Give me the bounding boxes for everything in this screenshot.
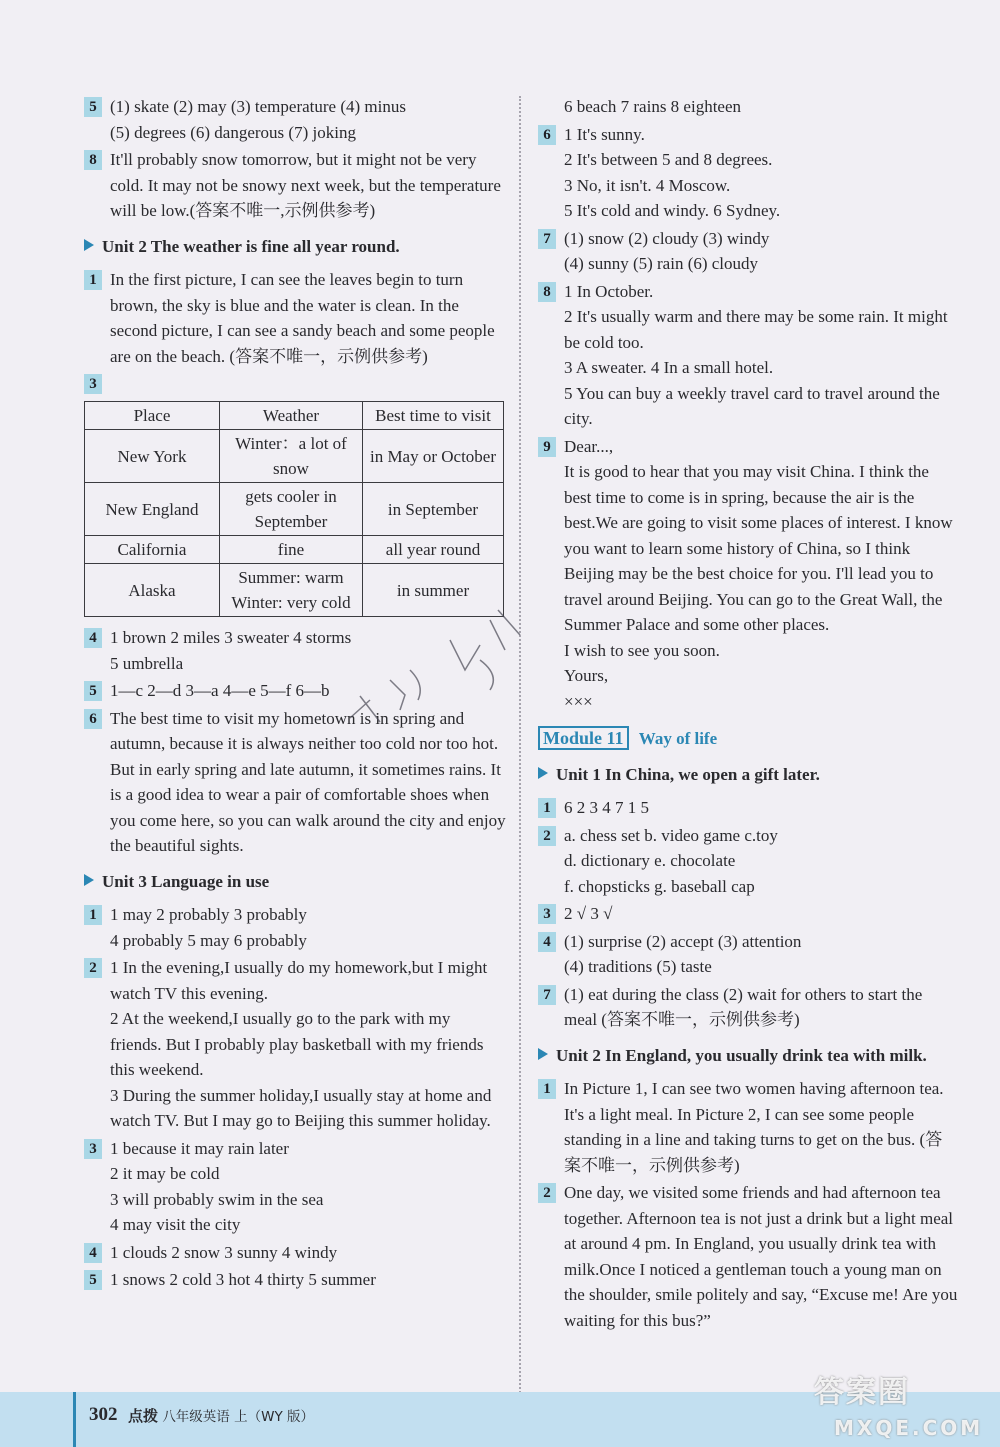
- question-number: 4: [84, 1243, 102, 1263]
- answer-line: 1 In the evening,I usually do my homework,but I might watch TV this evening.: [110, 958, 488, 1003]
- answer-line: 1 It's sunny.: [564, 124, 645, 144]
- question-number: 2: [84, 958, 102, 978]
- book-title: [128, 1404, 314, 1431]
- answer-line: 6 2 3 4 7 1 5: [564, 798, 649, 817]
- answer-line: 1 because it may rain later: [110, 1138, 289, 1158]
- question-item: [538, 929, 958, 980]
- answer-line: 1 clouds 2 snow 3 sunny 4 windy: [110, 1242, 338, 1262]
- question-number: 8: [538, 282, 556, 302]
- left-section-1: [84, 94, 506, 224]
- answer-line: 4 probably 5 may 6 probably: [110, 930, 307, 950]
- question-number: 6: [84, 709, 102, 729]
- page-number: 302: [89, 1404, 118, 1425]
- question-number: 9: [538, 437, 556, 457]
- answer-line: (1) eat during the class (2) wait for others to start the meal (答案不唯一，示例供参考): [564, 984, 923, 1029]
- answer-line: (5) degrees (6) dangerous (7) joking: [110, 122, 356, 142]
- question-item: [538, 1076, 958, 1178]
- question-number: 5: [84, 1270, 102, 1290]
- question-item: [538, 122, 958, 224]
- triangle-icon: [538, 1048, 548, 1060]
- answer-line: (1) surprise (2) accept (3) attention: [564, 931, 802, 951]
- unit-title: Unit 2 In England, you usually drink tea with milk.: [556, 1045, 927, 1065]
- question-number: 6: [538, 125, 556, 145]
- question-item: [84, 1240, 506, 1266]
- answer-line: 2 it may be cold: [110, 1164, 220, 1183]
- unit-title: Unit 3 Language in use: [102, 871, 270, 891]
- question-number: 4: [538, 932, 556, 952]
- answer-line: d. dictionary e. chocolate: [564, 851, 736, 870]
- unit-heading: [84, 869, 506, 895]
- answer-line: Dear...,: [564, 436, 614, 456]
- question-number: 7: [538, 229, 556, 249]
- answer-line: In Picture 1, I can see two women having afternoon tea. It's a light meal. In Picture 2, I can see some people standing in a line and taking turns to get on the bus. (答案不唯一，示例供参考): [564, 1079, 944, 1175]
- module-title: Way of life: [638, 729, 718, 748]
- handwriting-scribble: [330, 600, 530, 740]
- question-number: 2: [538, 1183, 556, 1203]
- answer-line: a. chess set b. video game c.toy: [564, 825, 778, 845]
- table-cell: Alaska: [85, 564, 220, 617]
- answer-line: 2 It's usually warm and there may be some rain. It might be cold too.: [564, 307, 948, 352]
- table-cell: all year round: [363, 536, 504, 564]
- question-number: 5: [84, 97, 102, 117]
- question-number: 1: [84, 270, 102, 290]
- table-cell: Winter：a lot of snow: [220, 430, 363, 483]
- question-number: 3: [538, 904, 556, 924]
- answer-line: 5 You can buy a weekly travel card to travel around the city.: [564, 383, 940, 428]
- unit-title: Unit 1 In China, we open a gift later.: [556, 764, 820, 784]
- module-heading: [538, 726, 958, 752]
- answer-line: It is good to hear that you may visit China. I think the best time to come is in spring, because the air is the best.We are going to visit some places of interest. I know you want to learn some history of China, so I think Beijing may be the best choice for you. I'll lead you to travel around Beijing. You can go to the Great Wall, the Summer Palace and some other places.: [564, 462, 953, 634]
- question-item: [84, 371, 506, 397]
- answer-line: (4) traditions (5) taste: [564, 957, 712, 976]
- table-row: [85, 483, 504, 536]
- question-item: [84, 267, 506, 369]
- left-section-3: [84, 902, 506, 1293]
- answer-line: 6 beach 7 rains 8 eighteen: [564, 97, 742, 116]
- answer-line: 5 umbrella: [110, 653, 184, 673]
- table-header-cell: Place: [85, 402, 220, 430]
- question-item: [84, 1267, 506, 1293]
- answer-text: In the first picture, I can see the leaves begin to turn brown, the sky is blue and the water is clean. In the second picture, I can see a sandy beach and some people are on the beach. (答案不唯一，示例供参考): [110, 270, 495, 366]
- question-number: 7: [538, 985, 556, 1005]
- table-cell: in May or October: [363, 430, 504, 483]
- question-item: [538, 94, 958, 120]
- answer-line: 2 It's between 5 and 8 degrees.: [564, 150, 773, 169]
- unit-heading: [538, 762, 958, 788]
- table-cell: New York: [85, 430, 220, 483]
- answer-line: 3 No, it isn't. 4 Moscow.: [564, 175, 731, 195]
- brand-logo: 点拨: [128, 1407, 159, 1425]
- footer-accent-bar: [73, 1392, 76, 1447]
- answer-line: 1 In October.: [564, 281, 654, 301]
- question-item: [538, 982, 958, 1033]
- column-divider: [519, 96, 521, 1396]
- question-number: 1: [84, 905, 102, 925]
- unit-heading: [84, 234, 506, 260]
- question-item: [538, 279, 958, 432]
- question-item: [538, 901, 958, 927]
- question-item: [84, 94, 506, 145]
- table-header-cell: Best time to visit: [363, 402, 504, 430]
- question-number: 4: [84, 628, 102, 648]
- question-item: [84, 147, 506, 224]
- right-section-2: [538, 795, 958, 1033]
- unit-title: Unit 2 The weather is fine all year round.: [102, 236, 400, 256]
- question-item: [538, 434, 958, 715]
- right-section-1: [538, 122, 958, 715]
- table-cell: gets cooler in September: [220, 483, 363, 536]
- question-item: [84, 955, 506, 1134]
- answer-line: 1 may 2 probably 3 probably: [110, 905, 307, 924]
- answer-line: 1 snows 2 cold 3 hot 4 thirty 5 summer: [110, 1270, 376, 1289]
- watermark-url: MXQE.COM: [834, 1416, 984, 1440]
- table-row: [85, 430, 504, 483]
- question-item: [84, 902, 506, 953]
- answer-line: (4) sunny (5) rain (6) cloudy: [564, 254, 759, 273]
- triangle-icon: [84, 239, 94, 251]
- triangle-icon: [538, 767, 548, 779]
- watermark: [814, 1375, 984, 1444]
- question-number: 3: [84, 374, 102, 394]
- module-label: Module 11: [538, 726, 629, 750]
- table-row: [85, 536, 504, 564]
- book-title-text: 八年级英语 上（WY 版）: [162, 1409, 314, 1425]
- answer-line: f. chopsticks g. baseball cap: [564, 876, 755, 896]
- answer-line: 1 brown 2 miles 3 sweater 4 storms: [110, 628, 352, 647]
- answer-line: It'll probably snow tomorrow, but it might not be very cold. It may not be snowy next week, but the temperature will be low.(答案不唯一,示例供参考): [110, 150, 501, 220]
- answer-line: I wish to see you soon.: [564, 640, 720, 660]
- question-item: [84, 1136, 506, 1238]
- table-header-cell: Weather: [220, 402, 363, 430]
- answer-line: Yours,: [564, 666, 609, 685]
- question-number: 2: [538, 826, 556, 846]
- right-column: [538, 94, 958, 1335]
- answer-line: 2 At the weekend,I usually go to the park with my friends. But I probably play basketball with my friends this weekend.: [110, 1009, 484, 1079]
- question-item: [538, 795, 958, 821]
- table-cell: Summer: warm Winter: very cold: [220, 564, 363, 617]
- weather-table: [84, 401, 504, 617]
- question-number: 1: [538, 798, 556, 818]
- answer-line: (1) skate (2) may (3) temperature (4) minus: [110, 97, 406, 116]
- answer-line: 3 will probably swim in the sea: [110, 1189, 324, 1209]
- table-cell: fine: [220, 536, 363, 564]
- answer-line: 1—c 2—d 3—a 4—e 5—f 6—b: [110, 681, 330, 700]
- question-number: 1: [538, 1079, 556, 1099]
- unit-heading: [538, 1043, 958, 1069]
- question-item: [538, 1180, 958, 1333]
- question-item: [538, 226, 958, 277]
- table-cell: California: [85, 536, 220, 564]
- answer-line: The best time to visit my hometown is in spring and autumn, because it is always neither too cold nor too hot. But in early spring and late autumn, it sometimes rains. It is a good idea to wear a pair of comfortable shoes when you come here, so you can walk around the city and enjoy the beautiful sights.: [110, 708, 506, 855]
- answer-line: 3 A sweater. 4 In a small hotel.: [564, 358, 774, 377]
- table-body: [85, 430, 504, 617]
- triangle-icon: [84, 874, 94, 886]
- answer-line: 5 It's cold and windy. 6 Sydney.: [564, 201, 781, 220]
- answer-line: 3 During the summer holiday,I usually stay at home and watch TV. But I may go to Beijing this summer holiday.: [110, 1085, 492, 1130]
- answer-line: 2 √ 3 √: [564, 904, 613, 923]
- question-number: 8: [84, 150, 102, 170]
- table-cell: in September: [363, 483, 504, 536]
- table-cell: in summer: [363, 564, 504, 617]
- answer-line: (1) snow (2) cloudy (3) windy: [564, 228, 770, 248]
- answer-line: 4 may visit the city: [110, 1215, 241, 1234]
- question-number: 3: [84, 1139, 102, 1159]
- table-cell: New England: [85, 483, 220, 536]
- watermark-logo: 答案圈: [814, 1375, 910, 1410]
- answer-line: ×××: [564, 691, 593, 711]
- right-section-3: [538, 1076, 958, 1333]
- table-header-row: [85, 402, 504, 430]
- answer-line: One day, we visited some friends and had afternoon tea together. Afternoon tea is not just a drink but a light meal at around 4 pm. In England, you usually drink tea with milk.Once I noticed a gentleman touch a young man on the shoulder, smile politely and say, “Excuse me! Are you waiting for this bus?”: [564, 1183, 958, 1330]
- question-number: 5: [84, 681, 102, 701]
- question-item: [538, 823, 958, 900]
